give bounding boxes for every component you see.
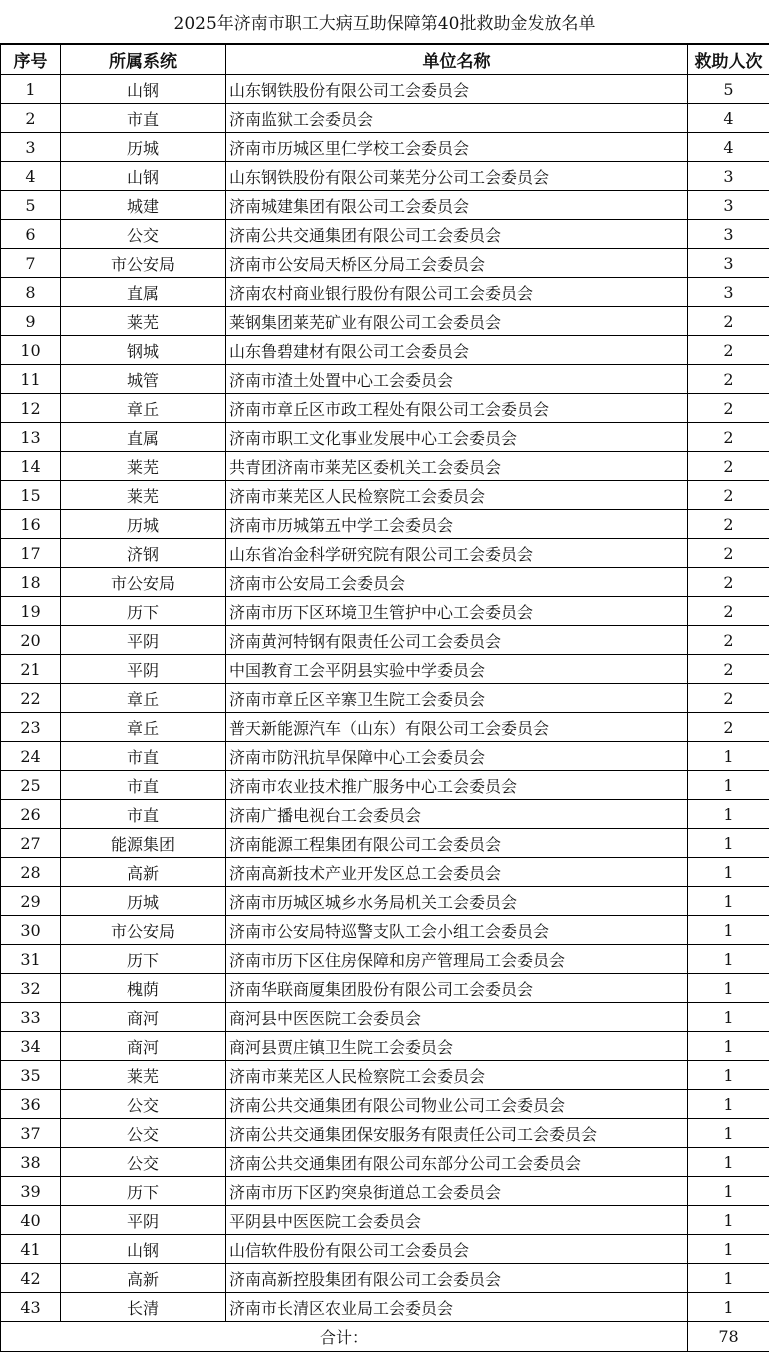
row-count: 1 <box>688 1206 769 1235</box>
row-unit: 济南市莱芜区人民检察院工会委员会 <box>226 1061 688 1090</box>
table-row <box>1 191 769 220</box>
row-count: 2 <box>688 626 769 655</box>
row-unit: 济南市渣土处置中心工会委员会 <box>226 365 688 394</box>
row-system: 历下 <box>61 597 226 626</box>
row-seq: 5 <box>1 191 61 220</box>
row-unit: 济南市章丘区辛寨卫生院工会委员会 <box>226 684 688 713</box>
row-unit: 山东钢铁股份有限公司莱芜分公司工会委员会 <box>226 162 688 191</box>
table-row <box>1 916 769 945</box>
row-unit: 济南高新技术产业开发区总工会委员会 <box>226 858 688 887</box>
table-row <box>1 162 769 191</box>
row-seq: 37 <box>1 1119 61 1148</box>
row-seq: 36 <box>1 1090 61 1119</box>
row-system: 槐荫 <box>61 974 226 1003</box>
row-seq: 38 <box>1 1148 61 1177</box>
table-row <box>1 1090 769 1119</box>
row-unit: 济南市莱芜区人民检察院工会委员会 <box>226 481 688 510</box>
row-system: 城建 <box>61 191 226 220</box>
row-seq: 4 <box>1 162 61 191</box>
row-seq: 22 <box>1 684 61 713</box>
table-row <box>1 394 769 423</box>
row-seq: 19 <box>1 597 61 626</box>
row-unit: 济南公共交通集团有限公司东部分公司工会委员会 <box>226 1148 688 1177</box>
table-row <box>1 626 769 655</box>
table-row <box>1 1293 769 1322</box>
row-count: 1 <box>688 771 769 800</box>
row-system: 长清 <box>61 1293 226 1322</box>
row-system: 济钢 <box>61 539 226 568</box>
table-row <box>1 887 769 916</box>
row-unit: 济南市农业技术推广服务中心工会委员会 <box>226 771 688 800</box>
header-row <box>1 45 769 75</box>
row-system: 商河 <box>61 1003 226 1032</box>
row-seq: 26 <box>1 800 61 829</box>
header-unit: 单位名称 <box>226 45 688 75</box>
row-unit: 济南黄河特钢有限责任公司工会委员会 <box>226 626 688 655</box>
row-count: 1 <box>688 829 769 858</box>
row-seq: 18 <box>1 568 61 597</box>
row-count: 1 <box>688 1032 769 1061</box>
table-row <box>1 1235 769 1264</box>
row-seq: 29 <box>1 887 61 916</box>
row-unit: 济南市历城第五中学工会委员会 <box>226 510 688 539</box>
row-system: 平阴 <box>61 626 226 655</box>
row-system: 历城 <box>61 133 226 162</box>
row-seq: 17 <box>1 539 61 568</box>
row-system: 平阴 <box>61 1206 226 1235</box>
row-system: 公交 <box>61 1119 226 1148</box>
table-row <box>1 974 769 1003</box>
row-unit: 济南市防汛抗旱保障中心工会委员会 <box>226 742 688 771</box>
row-seq: 32 <box>1 974 61 1003</box>
row-unit: 商河县中医医院工会委员会 <box>226 1003 688 1032</box>
row-system: 市直 <box>61 771 226 800</box>
row-seq: 39 <box>1 1177 61 1206</box>
row-system: 山钢 <box>61 1235 226 1264</box>
row-seq: 35 <box>1 1061 61 1090</box>
row-count: 3 <box>688 162 769 191</box>
relief-table <box>0 44 769 1352</box>
row-seq: 15 <box>1 481 61 510</box>
row-system: 章丘 <box>61 394 226 423</box>
table-row <box>1 104 769 133</box>
row-unit: 济南市长清区农业局工会委员会 <box>226 1293 688 1322</box>
row-seq: 11 <box>1 365 61 394</box>
row-count: 2 <box>688 597 769 626</box>
table-row <box>1 742 769 771</box>
row-count: 1 <box>688 1090 769 1119</box>
table-row <box>1 1061 769 1090</box>
row-count: 1 <box>688 887 769 916</box>
table-row <box>1 75 769 104</box>
row-count: 3 <box>688 220 769 249</box>
row-count: 2 <box>688 684 769 713</box>
row-system: 直属 <box>61 278 226 307</box>
row-count: 2 <box>688 423 769 452</box>
row-seq: 2 <box>1 104 61 133</box>
row-system: 莱芜 <box>61 1061 226 1090</box>
row-unit: 莱钢集团莱芜矿业有限公司工会委员会 <box>226 307 688 336</box>
row-count: 2 <box>688 365 769 394</box>
row-system: 历城 <box>61 510 226 539</box>
header-system: 所属系统 <box>61 45 226 75</box>
header-count: 救助人次 <box>688 45 769 75</box>
row-unit: 普天新能源汽车（山东）有限公司工会委员会 <box>226 713 688 742</box>
row-count: 1 <box>688 800 769 829</box>
row-seq: 14 <box>1 452 61 481</box>
row-count: 1 <box>688 858 769 887</box>
row-unit: 济南市历下区环境卫生管护中心工会委员会 <box>226 597 688 626</box>
row-count: 2 <box>688 568 769 597</box>
table-row <box>1 771 769 800</box>
row-seq: 3 <box>1 133 61 162</box>
table-row <box>1 452 769 481</box>
row-seq: 1 <box>1 75 61 104</box>
row-count: 2 <box>688 336 769 365</box>
table-row <box>1 539 769 568</box>
row-unit: 济南城建集团有限公司工会委员会 <box>226 191 688 220</box>
row-seq: 42 <box>1 1264 61 1293</box>
row-count: 4 <box>688 104 769 133</box>
row-system: 莱芜 <box>61 481 226 510</box>
row-unit: 山东鲁碧建材有限公司工会委员会 <box>226 336 688 365</box>
row-system: 莱芜 <box>61 452 226 481</box>
row-unit: 山东钢铁股份有限公司工会委员会 <box>226 75 688 104</box>
row-seq: 9 <box>1 307 61 336</box>
row-count: 4 <box>688 133 769 162</box>
row-seq: 28 <box>1 858 61 887</box>
row-seq: 6 <box>1 220 61 249</box>
row-count: 2 <box>688 510 769 539</box>
row-unit: 济南高新控股集团有限公司工会委员会 <box>226 1264 688 1293</box>
table-row <box>1 1206 769 1235</box>
row-system: 商河 <box>61 1032 226 1061</box>
row-seq: 13 <box>1 423 61 452</box>
row-unit: 济南公共交通集团有限公司物业公司工会委员会 <box>226 1090 688 1119</box>
table-row <box>1 655 769 684</box>
row-system: 市直 <box>61 742 226 771</box>
table-row <box>1 1148 769 1177</box>
row-unit: 济南市历下区住房保障和房产管理局工会委员会 <box>226 945 688 974</box>
table-row <box>1 510 769 539</box>
row-system: 公交 <box>61 1090 226 1119</box>
row-count: 2 <box>688 713 769 742</box>
row-unit: 济南广播电视台工会委员会 <box>226 800 688 829</box>
row-seq: 40 <box>1 1206 61 1235</box>
row-unit: 济南市公安局工会委员会 <box>226 568 688 597</box>
row-seq: 7 <box>1 249 61 278</box>
row-seq: 10 <box>1 336 61 365</box>
row-count: 2 <box>688 452 769 481</box>
row-unit: 济南监狱工会委员会 <box>226 104 688 133</box>
row-system: 公交 <box>61 220 226 249</box>
table-row <box>1 249 769 278</box>
row-count: 1 <box>688 974 769 1003</box>
row-count: 2 <box>688 394 769 423</box>
row-count: 2 <box>688 539 769 568</box>
table-row <box>1 829 769 858</box>
row-count: 2 <box>688 655 769 684</box>
row-count: 1 <box>688 742 769 771</box>
row-system: 城管 <box>61 365 226 394</box>
document-title: 2025年济南市职工大病互助保障第40批救助金发放名单 <box>0 0 769 44</box>
row-system: 历下 <box>61 1177 226 1206</box>
row-system: 历下 <box>61 945 226 974</box>
row-seq: 16 <box>1 510 61 539</box>
row-unit: 平阴县中医医院工会委员会 <box>226 1206 688 1235</box>
row-unit: 济南市章丘区市政工程处有限公司工会委员会 <box>226 394 688 423</box>
total-row <box>1 1322 769 1352</box>
row-system: 章丘 <box>61 684 226 713</box>
table-row <box>1 307 769 336</box>
table-row <box>1 1264 769 1293</box>
total-label: 合计： <box>1 1322 688 1352</box>
row-count: 1 <box>688 1119 769 1148</box>
row-system: 市公安局 <box>61 916 226 945</box>
row-unit: 共青团济南市莱芜区委机关工会委员会 <box>226 452 688 481</box>
row-seq: 43 <box>1 1293 61 1322</box>
table-row <box>1 713 769 742</box>
row-system: 平阴 <box>61 655 226 684</box>
row-unit: 济南市历下区趵突泉街道总工会委员会 <box>226 1177 688 1206</box>
row-count: 1 <box>688 1264 769 1293</box>
table-row <box>1 1177 769 1206</box>
row-unit: 济南市历城区里仁学校工会委员会 <box>226 133 688 162</box>
header-seq: 序号 <box>1 45 61 75</box>
row-count: 1 <box>688 945 769 974</box>
row-unit: 济南农村商业银行股份有限公司工会委员会 <box>226 278 688 307</box>
table-row <box>1 597 769 626</box>
table-row <box>1 568 769 597</box>
row-count: 1 <box>688 1235 769 1264</box>
row-seq: 41 <box>1 1235 61 1264</box>
row-count: 1 <box>688 1148 769 1177</box>
row-seq: 20 <box>1 626 61 655</box>
row-system: 钢城 <box>61 336 226 365</box>
row-seq: 30 <box>1 916 61 945</box>
row-unit: 济南市职工文化事业发展中心工会委员会 <box>226 423 688 452</box>
row-unit: 济南能源工程集团有限公司工会委员会 <box>226 829 688 858</box>
row-seq: 12 <box>1 394 61 423</box>
row-unit: 济南市公安局特巡警支队工会小组工会委员会 <box>226 916 688 945</box>
table-row <box>1 481 769 510</box>
row-system: 直属 <box>61 423 226 452</box>
table-row <box>1 423 769 452</box>
table-row <box>1 365 769 394</box>
row-system: 高新 <box>61 1264 226 1293</box>
row-system: 能源集团 <box>61 829 226 858</box>
row-unit: 商河县贾庄镇卫生院工会委员会 <box>226 1032 688 1061</box>
row-system: 市直 <box>61 104 226 133</box>
row-count: 2 <box>688 307 769 336</box>
table-row <box>1 278 769 307</box>
table-row <box>1 133 769 162</box>
row-seq: 25 <box>1 771 61 800</box>
row-system: 章丘 <box>61 713 226 742</box>
row-count: 1 <box>688 1003 769 1032</box>
table-row <box>1 1003 769 1032</box>
row-unit: 济南市历城区城乡水务局机关工会委员会 <box>226 887 688 916</box>
row-system: 公交 <box>61 1148 226 1177</box>
row-count: 5 <box>688 75 769 104</box>
total-value: 78 <box>688 1322 769 1352</box>
row-system: 市直 <box>61 800 226 829</box>
table-row <box>1 220 769 249</box>
table-row <box>1 336 769 365</box>
row-system: 历城 <box>61 887 226 916</box>
row-seq: 33 <box>1 1003 61 1032</box>
row-unit: 济南市公安局天桥区分局工会委员会 <box>226 249 688 278</box>
row-count: 1 <box>688 1061 769 1090</box>
row-unit: 山信软件股份有限公司工会委员会 <box>226 1235 688 1264</box>
row-count: 3 <box>688 249 769 278</box>
row-seq: 8 <box>1 278 61 307</box>
row-count: 2 <box>688 481 769 510</box>
row-count: 3 <box>688 191 769 220</box>
row-system: 市公安局 <box>61 568 226 597</box>
row-system: 山钢 <box>61 75 226 104</box>
row-count: 1 <box>688 1293 769 1322</box>
row-unit: 山东省冶金科学研究院有限公司工会委员会 <box>226 539 688 568</box>
row-seq: 27 <box>1 829 61 858</box>
row-seq: 31 <box>1 945 61 974</box>
row-seq: 23 <box>1 713 61 742</box>
row-seq: 24 <box>1 742 61 771</box>
row-system: 市公安局 <box>61 249 226 278</box>
table-row <box>1 684 769 713</box>
row-system: 莱芜 <box>61 307 226 336</box>
row-unit: 中国教育工会平阴县实验中学委员会 <box>226 655 688 684</box>
row-system: 高新 <box>61 858 226 887</box>
row-unit: 济南华联商厦集团股份有限公司工会委员会 <box>226 974 688 1003</box>
table-row <box>1 1119 769 1148</box>
row-system: 山钢 <box>61 162 226 191</box>
table-row <box>1 945 769 974</box>
table-row <box>1 800 769 829</box>
row-seq: 34 <box>1 1032 61 1061</box>
table-row <box>1 858 769 887</box>
row-count: 3 <box>688 278 769 307</box>
table-row <box>1 1032 769 1061</box>
row-count: 1 <box>688 1177 769 1206</box>
row-unit: 济南公共交通集团保安服务有限责任公司工会委员会 <box>226 1119 688 1148</box>
row-seq: 21 <box>1 655 61 684</box>
row-unit: 济南公共交通集团有限公司工会委员会 <box>226 220 688 249</box>
row-count: 1 <box>688 916 769 945</box>
